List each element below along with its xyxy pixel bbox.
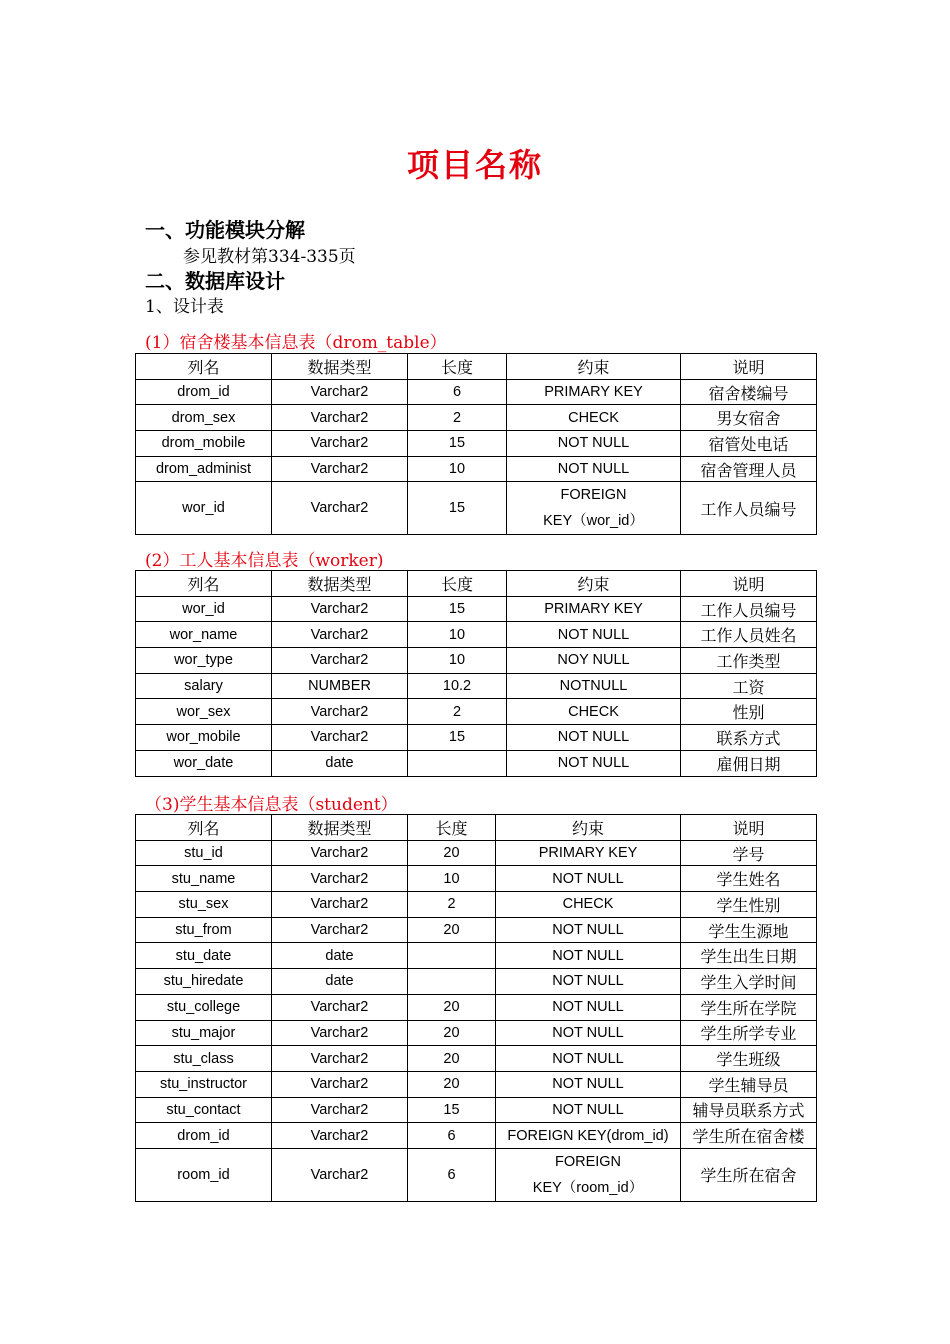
header-cell-data-type: 数据类型: [272, 354, 408, 380]
table-row: [136, 1046, 817, 1072]
cell-data-type: Varchar2: [272, 596, 408, 622]
cell-col-name: stu_hiredate: [136, 969, 272, 995]
cell-constraint: NOT NULL: [496, 1071, 681, 1097]
table-drom-body: [136, 354, 817, 535]
cell-description: 工作类型: [681, 648, 817, 674]
table-student-body: [136, 815, 817, 1202]
table-row: [136, 994, 817, 1020]
cell-col-name: stu_sex: [136, 892, 272, 918]
table-row: [136, 917, 817, 943]
table-row: [136, 596, 817, 622]
cell-length: 2: [408, 699, 507, 725]
cell-length: [408, 750, 507, 776]
cell-col-name: stu_id: [136, 840, 272, 866]
cell-data-type: Varchar2: [272, 699, 408, 725]
header-cell-constraint: 约束: [507, 571, 681, 597]
cell-data-type: Varchar2: [272, 917, 408, 943]
header-cell-description: 说明: [681, 571, 817, 597]
cell-col-name: wor_sex: [136, 699, 272, 725]
cell-col-name: wor_name: [136, 622, 272, 648]
cell-constraint: NOT NULL: [496, 994, 681, 1020]
cell-data-type: Varchar2: [272, 482, 408, 535]
section-text-reference: 参见教材第334-335页: [183, 247, 356, 267]
cell-description: 学号: [681, 840, 817, 866]
cell-description: 学生性别: [681, 892, 817, 918]
cell-length: 6: [408, 1148, 496, 1201]
cell-length: 20: [408, 917, 496, 943]
cell-constraint: CHECK: [507, 405, 681, 431]
cell-col-name: wor_type: [136, 648, 272, 674]
table-row: [136, 673, 817, 699]
cell-line: FOREIGN: [560, 487, 627, 504]
cell-data-type: date: [272, 750, 408, 776]
cell-col-name: stu_class: [136, 1046, 272, 1072]
table-row: [136, 892, 817, 918]
header-cell-constraint: 约束: [496, 815, 681, 841]
table-row: [136, 866, 817, 892]
cell-length: 6: [408, 379, 507, 405]
cell-col-name: stu_college: [136, 994, 272, 1020]
table-row: [136, 622, 817, 648]
cell-constraint: CHECK: [507, 699, 681, 725]
table-row: [136, 840, 817, 866]
cell-data-type: Varchar2: [272, 1148, 408, 1201]
cell-length: 20: [408, 1071, 496, 1097]
cell-constraint: NOT NULL: [496, 917, 681, 943]
cell-description: 学生所在学院: [681, 994, 817, 1020]
section-heading-database: 二、数据库设计: [145, 269, 285, 293]
table-header-row: [136, 354, 817, 380]
cell-length: 2: [408, 892, 496, 918]
cell-constraint: CHECK: [496, 892, 681, 918]
cell-description: 学生所在宿舍楼: [681, 1123, 817, 1149]
cell-length: 15: [408, 1097, 496, 1123]
cell-description: 工作人员姓名: [681, 622, 817, 648]
cell-constraint: [507, 482, 681, 535]
cell-description: 工资: [681, 673, 817, 699]
cell-length: 20: [408, 994, 496, 1020]
cell-constraint: NOT NULL: [507, 456, 681, 482]
cell-data-type: Varchar2: [272, 1097, 408, 1123]
cell-data-type: date: [272, 943, 408, 969]
cell-col-name: salary: [136, 673, 272, 699]
cell-data-type: NUMBER: [272, 673, 408, 699]
cell-data-type: date: [272, 969, 408, 995]
cell-length: 20: [408, 1046, 496, 1072]
cell-length: [408, 943, 496, 969]
cell-col-name: drom_administ: [136, 456, 272, 482]
cell-line: FOREIGN: [554, 1153, 622, 1170]
cell-data-type: Varchar2: [272, 866, 408, 892]
cell-description: 学生姓名: [681, 866, 817, 892]
table-student: [135, 814, 817, 1202]
cell-description: 学生入学时间: [681, 969, 817, 995]
cell-data-type: Varchar2: [272, 1020, 408, 1046]
table3-caption: （3)学生基本信息表（student）: [145, 795, 398, 815]
cell-col-name: drom_id: [136, 1123, 272, 1149]
cell-length: 10: [408, 648, 507, 674]
cell-col-name: stu_instructor: [136, 1071, 272, 1097]
cell-description: 工作人员编号: [681, 596, 817, 622]
cell-col-name: drom_id: [136, 379, 272, 405]
section-heading-modules: 一、功能模块分解: [145, 218, 305, 242]
cell-col-name: wor_id: [136, 482, 272, 535]
header-cell-col-name: 列名: [136, 571, 272, 597]
cell-length: 15: [408, 725, 507, 751]
cell-col-name: stu_from: [136, 917, 272, 943]
cell-col-name: stu_contact: [136, 1097, 272, 1123]
cell-col-name: stu_major: [136, 1020, 272, 1046]
cell-description: 联系方式: [681, 725, 817, 751]
cell-data-type: Varchar2: [272, 1046, 408, 1072]
cell-constraint: NOT NULL: [496, 1046, 681, 1072]
header-cell-constraint: 约束: [507, 354, 681, 380]
table-row: [136, 750, 817, 776]
header-cell-length: 长度: [408, 815, 496, 841]
cell-constraint: FOREIGN KEY(drom_id): [496, 1123, 681, 1149]
cell-constraint: NOTNULL: [507, 673, 681, 699]
cell-data-type: Varchar2: [272, 456, 408, 482]
cell-length: 15: [408, 482, 507, 535]
cell-description: 学生班级: [681, 1046, 817, 1072]
cell-data-type: Varchar2: [272, 1123, 408, 1149]
cell-description: 性别: [681, 699, 817, 725]
cell-description: 学生生源地: [681, 917, 817, 943]
cell-constraint: NOT NULL: [507, 725, 681, 751]
cell-col-name: drom_sex: [136, 405, 272, 431]
cell-length: 15: [408, 596, 507, 622]
cell-constraint: NOT NULL: [496, 866, 681, 892]
cell-data-type: Varchar2: [272, 622, 408, 648]
cell-data-type: Varchar2: [272, 892, 408, 918]
cell-constraint: [496, 1148, 681, 1201]
cell-constraint: NOT NULL: [496, 1020, 681, 1046]
table-row: [136, 1148, 817, 1201]
header-cell-col-name: 列名: [136, 815, 272, 841]
subsection-design-tables: 1、设计表: [145, 297, 224, 317]
header-cell-length: 长度: [408, 354, 507, 380]
cell-data-type: Varchar2: [272, 994, 408, 1020]
cell-constraint: PRIMARY KEY: [496, 840, 681, 866]
cell-col-name: wor_id: [136, 596, 272, 622]
cell-length: [408, 969, 496, 995]
table1-caption: (1）宿舍楼基本信息表（drom_table）: [145, 333, 447, 353]
cell-description: 学生出生日期: [681, 943, 817, 969]
table-row: [136, 699, 817, 725]
cell-description: 学生辅导员: [681, 1071, 817, 1097]
cell-constraint: PRIMARY KEY: [507, 596, 681, 622]
cell-line: KEY（wor_id）: [543, 513, 644, 530]
cell-description: 雇佣日期: [681, 750, 817, 776]
cell-data-type: Varchar2: [272, 840, 408, 866]
table-row: [136, 1097, 817, 1123]
table-row: [136, 1071, 817, 1097]
cell-constraint: NOY NULL: [507, 648, 681, 674]
cell-length: 2: [408, 405, 507, 431]
cell-description: 男女宿舍: [681, 405, 817, 431]
table-row: [136, 1123, 817, 1149]
header-cell-description: 说明: [681, 815, 817, 841]
cell-constraint: NOT NULL: [507, 431, 681, 457]
table-worker-body: [136, 571, 817, 777]
cell-description: 宿舍楼编号: [681, 379, 817, 405]
table-row: [136, 482, 817, 535]
cell-description: 辅导员联系方式: [681, 1097, 817, 1123]
cell-col-name: drom_mobile: [136, 431, 272, 457]
cell-data-type: Varchar2: [272, 725, 408, 751]
header-cell-data-type: 数据类型: [272, 815, 408, 841]
table-row: [136, 725, 817, 751]
header-cell-description: 说明: [681, 354, 817, 380]
cell-constraint: NOT NULL: [496, 1097, 681, 1123]
cell-line: KEY（room_id）: [532, 1179, 644, 1196]
cell-description: 宿管处电话: [681, 431, 817, 457]
cell-length: 10: [408, 866, 496, 892]
cell-length: 20: [408, 1020, 496, 1046]
cell-constraint: PRIMARY KEY: [507, 379, 681, 405]
table-row: [136, 456, 817, 482]
cell-constraint: NOT NULL: [507, 622, 681, 648]
table-header-row: [136, 571, 817, 597]
cell-length: 6: [408, 1123, 496, 1149]
table-row: [136, 648, 817, 674]
header-cell-col-name: 列名: [136, 354, 272, 380]
cell-col-name: stu_date: [136, 943, 272, 969]
cell-length: 10: [408, 456, 507, 482]
cell-constraint: NOT NULL: [496, 943, 681, 969]
table-row: [136, 431, 817, 457]
cell-constraint: NOT NULL: [496, 969, 681, 995]
cell-data-type: Varchar2: [272, 1071, 408, 1097]
cell-col-name: stu_name: [136, 866, 272, 892]
page-title: 项目名称: [406, 146, 543, 184]
cell-description: 学生所学专业: [681, 1020, 817, 1046]
table2-caption: (2）工人基本信息表（worker): [145, 551, 384, 571]
table-row: [136, 969, 817, 995]
table-worker: [135, 570, 817, 777]
table-header-row: [136, 815, 817, 841]
cell-description: 宿舍管理人员: [681, 456, 817, 482]
header-cell-length: 长度: [408, 571, 507, 597]
cell-col-name: wor_mobile: [136, 725, 272, 751]
cell-length: 10.2: [408, 673, 507, 699]
table-row: [136, 1020, 817, 1046]
cell-length: 10: [408, 622, 507, 648]
cell-data-type: Varchar2: [272, 431, 408, 457]
cell-description: 工作人员编号: [681, 482, 817, 535]
cell-description: 学生所在宿舍: [681, 1148, 817, 1201]
cell-length: 15: [408, 431, 507, 457]
cell-length: 20: [408, 840, 496, 866]
header-cell-data-type: 数据类型: [272, 571, 408, 597]
table-row: [136, 379, 817, 405]
cell-constraint: NOT NULL: [507, 750, 681, 776]
table-row: [136, 943, 817, 969]
cell-data-type: Varchar2: [272, 648, 408, 674]
cell-col-name: room_id: [136, 1148, 272, 1201]
table-row: [136, 405, 817, 431]
table-drom: [135, 353, 817, 535]
cell-data-type: Varchar2: [272, 379, 408, 405]
cell-col-name: wor_date: [136, 750, 272, 776]
cell-data-type: Varchar2: [272, 405, 408, 431]
